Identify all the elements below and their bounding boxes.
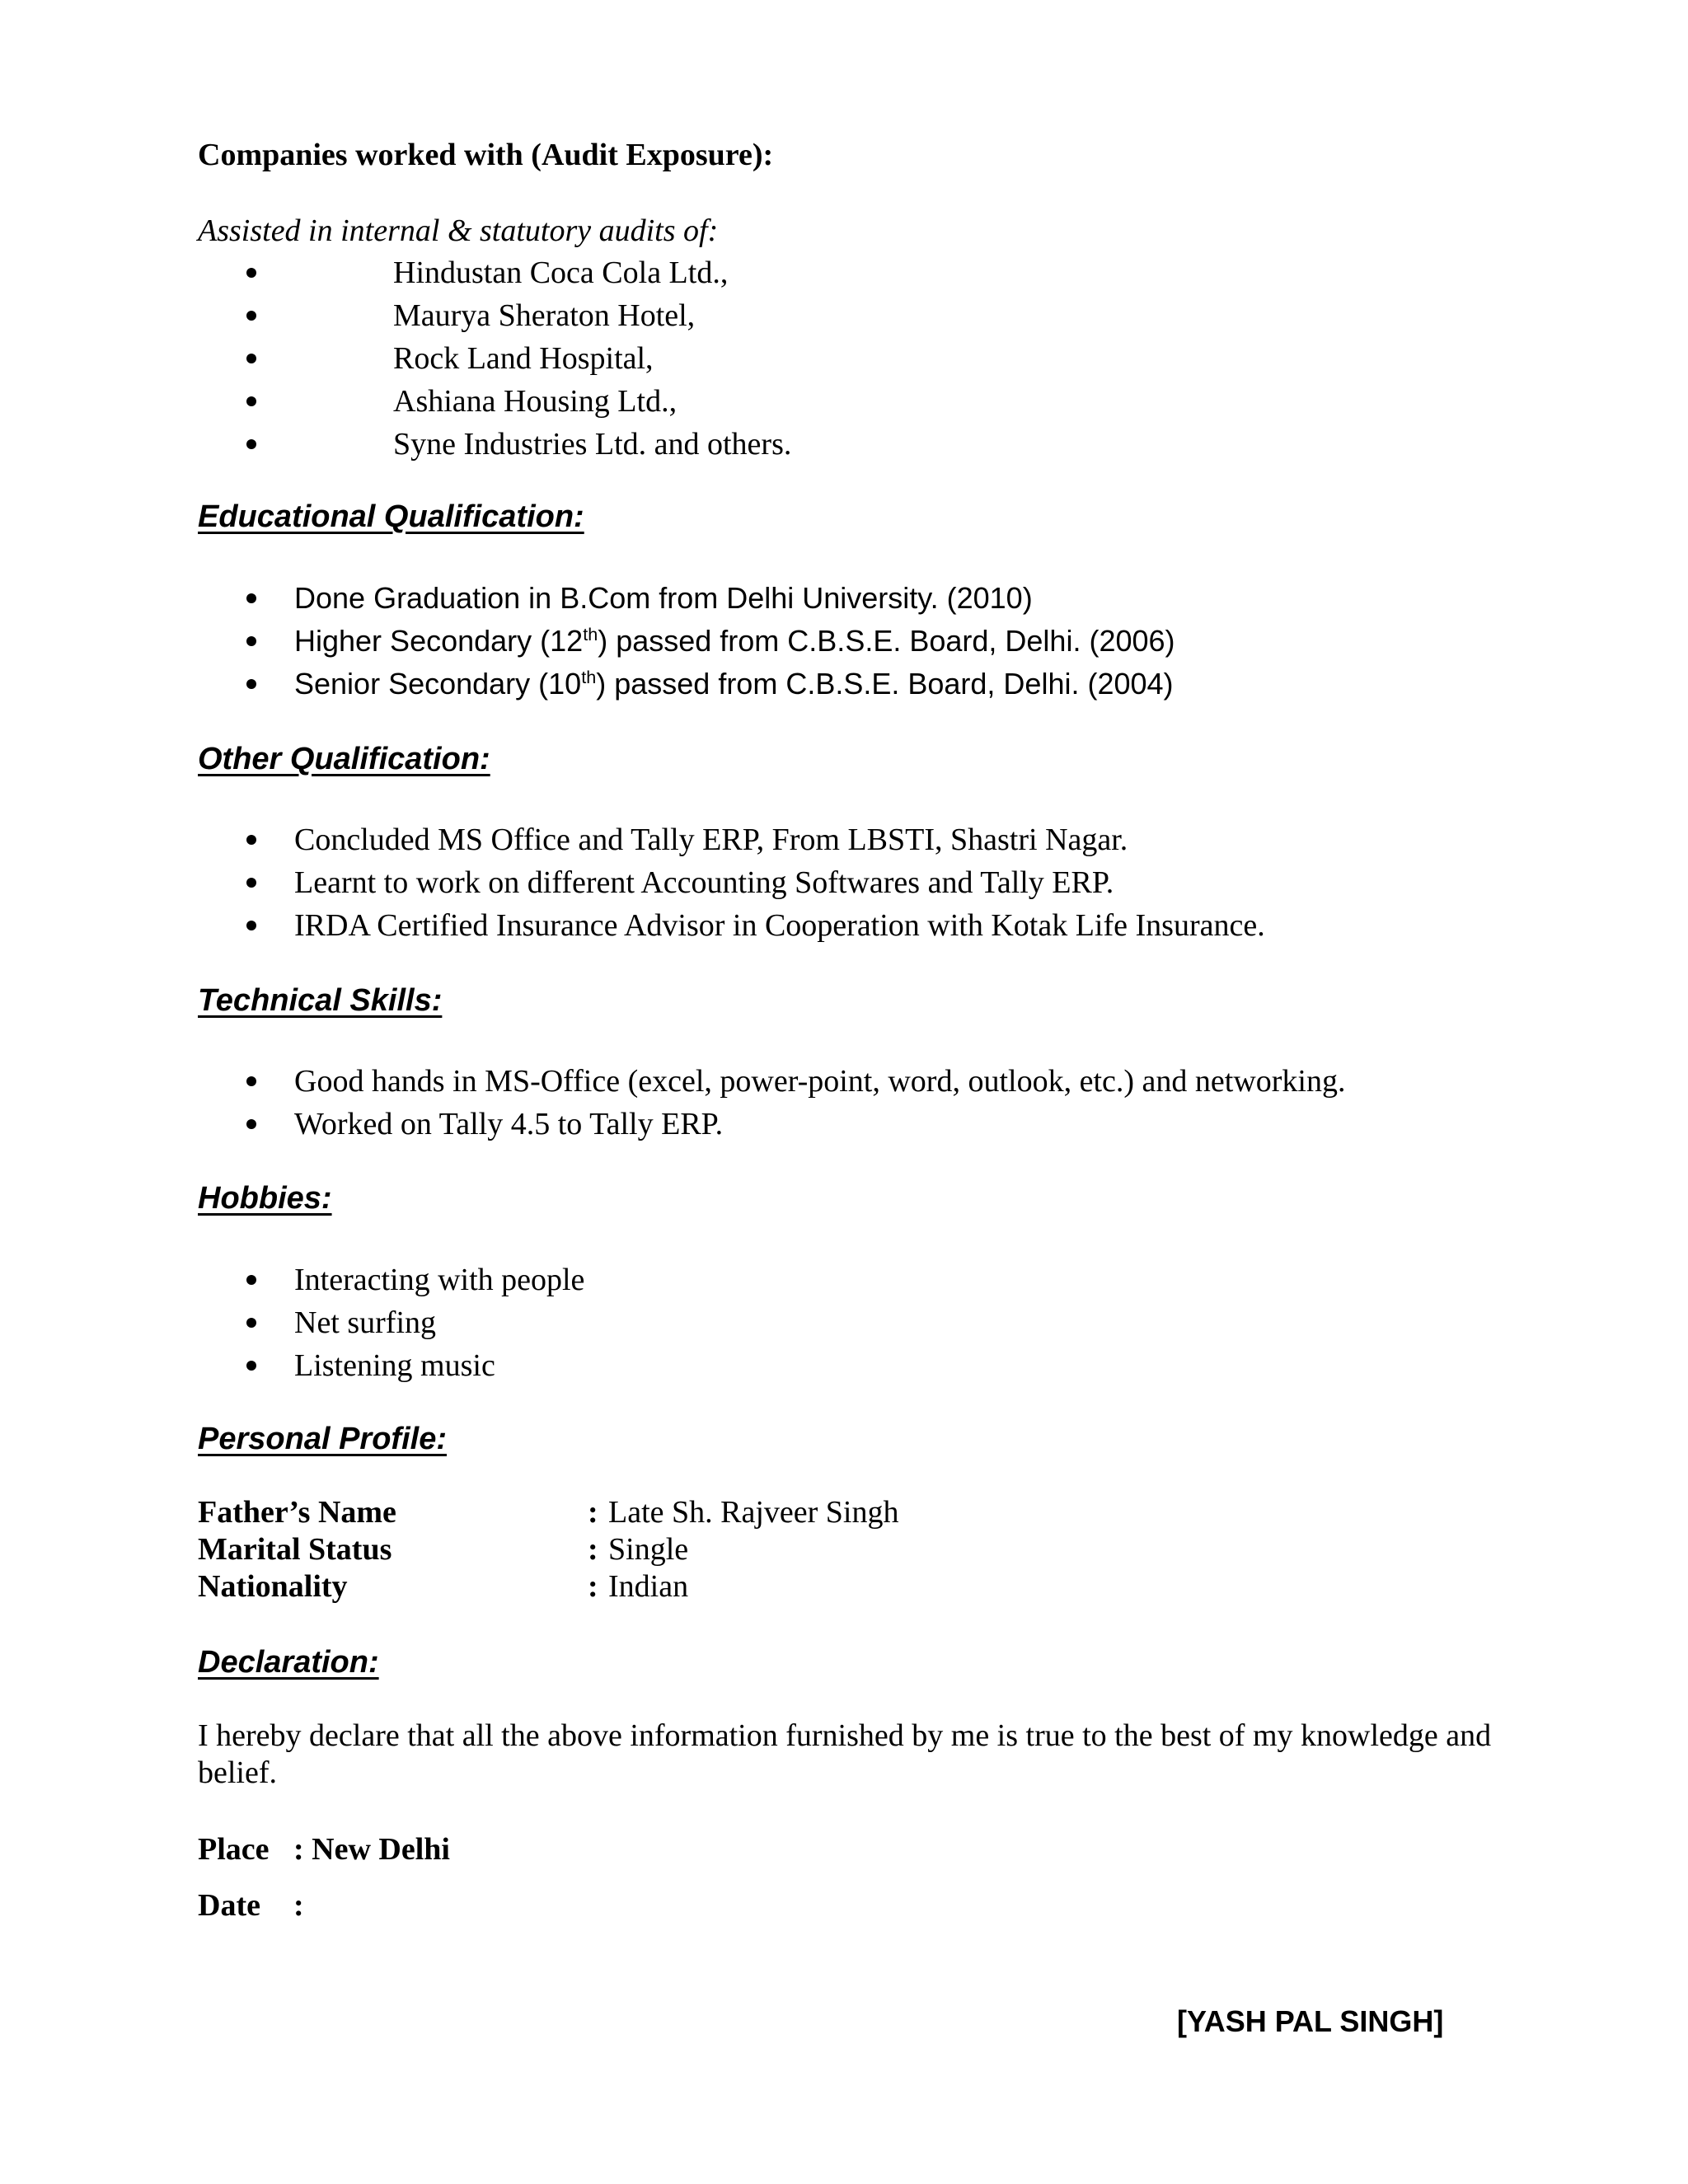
bullet-icon: [246, 396, 256, 406]
hobbies-heading: Hobbies:: [198, 1181, 332, 1216]
profile-colon: :: [588, 1532, 598, 1567]
education-text: Higher Secondary (12th) passed from C.B.S.E. Board, Delhi. (2006): [294, 624, 1175, 658]
bullet-icon: [246, 1275, 256, 1285]
companies-intro: Assisted in internal & statutory audits of:: [198, 213, 719, 248]
profile-colon: :: [588, 1495, 598, 1530]
bullet-icon: [246, 1076, 256, 1086]
education-text: Done Graduation in B.Com from Delhi University. (2010): [294, 581, 1033, 615]
technical-skills-heading: Technical Skills:: [198, 983, 443, 1018]
bullet-icon: [246, 1119, 256, 1129]
bullet-icon: [246, 921, 256, 930]
education-heading: Educational Qualification:: [198, 499, 584, 534]
company-name: Rock Land Hospital,: [393, 341, 654, 376]
bullet-icon: [246, 593, 256, 603]
education-text: Senior Secondary (10th) passed from C.B.S.E. Board, Delhi. (2004): [294, 667, 1174, 701]
date-label: Date: [198, 1888, 260, 1923]
companies-heading: Companies worked with (Audit Exposure):: [198, 138, 774, 172]
company-name: Syne Industries Ltd. and others.: [393, 427, 792, 462]
technical-skill-text: Worked on Tally 4.5 to Tally ERP.: [294, 1107, 724, 1141]
company-name: Maurya Sheraton Hotel,: [393, 298, 696, 333]
bullet-icon: [246, 268, 256, 278]
profile-label: Marital Status: [198, 1532, 392, 1567]
place-label: Place: [198, 1832, 270, 1867]
other-qualification-text: IRDA Certified Insurance Advisor in Cooperation with Kotak Life Insurance.: [294, 908, 1265, 943]
bullet-icon: [246, 439, 256, 449]
date-value: :: [293, 1888, 304, 1923]
profile-label: Father’s Name: [198, 1495, 396, 1530]
bullet-icon: [246, 878, 256, 888]
profile-value: Single: [608, 1532, 689, 1567]
profile-value: Indian: [608, 1569, 689, 1604]
hobby-text: Listening music: [294, 1348, 495, 1383]
place-value: : New Delhi: [293, 1832, 450, 1867]
other-qualification-text: Concluded MS Office and Tally ERP, From LBSTI, Shastri Nagar.: [294, 823, 1128, 857]
bullet-icon: [246, 1318, 256, 1328]
hobby-text: Interacting with people: [294, 1263, 585, 1297]
technical-skill-text: Good hands in MS-Office (excel, power-point, word, outlook, etc.) and networking.: [294, 1064, 1346, 1099]
declaration-text: I hereby declare that all the above information furnished by me is true to the best of my knowledge and belief.: [198, 1718, 1492, 1790]
company-name: Hindustan Coca Cola Ltd.,: [393, 255, 729, 290]
bullet-icon: [246, 679, 256, 689]
bullet-icon: [246, 1361, 256, 1371]
signature-name: [YASH PAL SINGH]: [1177, 2004, 1444, 2038]
bullet-icon: [246, 354, 256, 363]
other-qualification-heading: Other Qualification:: [198, 742, 490, 776]
profile-value: Late Sh. Rajveer Singh: [608, 1495, 899, 1530]
personal-profile-heading: Personal Profile:: [198, 1422, 447, 1456]
declaration-heading: Declaration:: [198, 1645, 379, 1680]
bullet-icon: [246, 311, 256, 321]
profile-colon: :: [588, 1569, 598, 1604]
bullet-icon: [246, 835, 256, 845]
bullet-icon: [246, 636, 256, 646]
profile-label: Nationality: [198, 1569, 348, 1604]
personal-profile-table: [198, 1494, 1187, 1618]
hobby-text: Net surfing: [294, 1305, 437, 1340]
other-qualification-text: Learnt to work on different Accounting Softwares and Tally ERP.: [294, 865, 1114, 900]
company-name: Ashiana Housing Ltd.,: [393, 384, 678, 419]
